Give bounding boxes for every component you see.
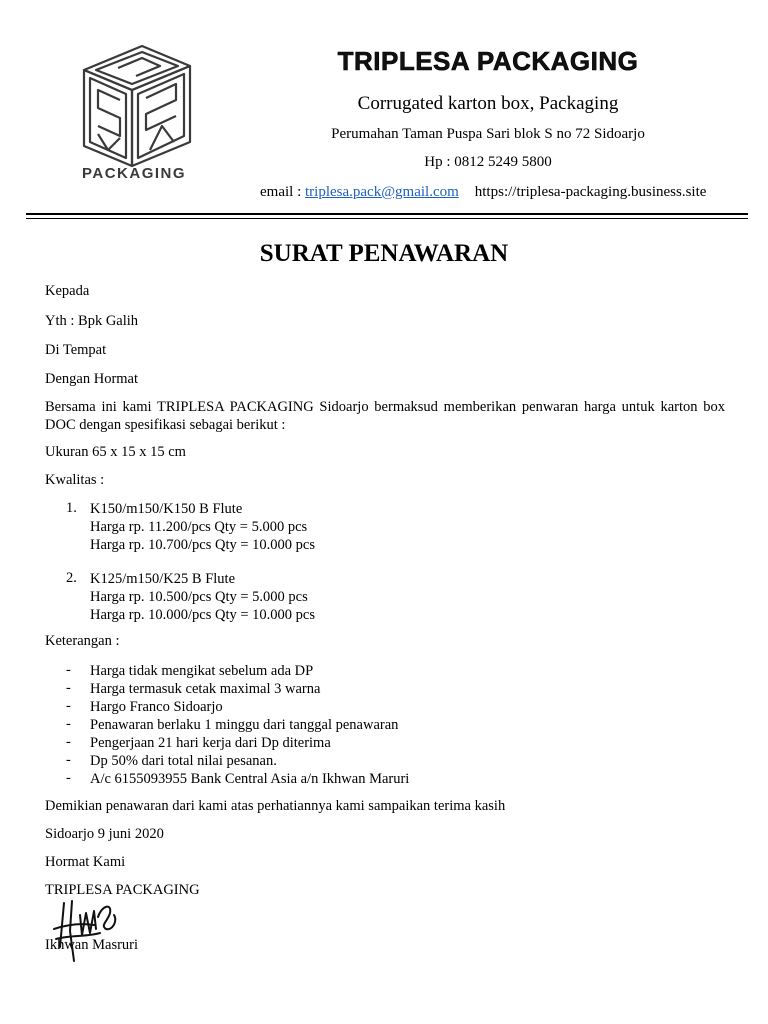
to-label: Kepada (45, 283, 90, 299)
header-divider-thick (26, 213, 748, 215)
header-divider-thin (26, 218, 748, 219)
note-item: Harga termasuk cetak maximal 3 warna (90, 681, 321, 697)
company-tagline: Corrugated karton box, Packaging (357, 93, 619, 114)
email-label: email : (260, 184, 305, 200)
list-bullet: - (66, 734, 71, 750)
company-address: Perumahan Taman Puspa Sari blok S no 72 Sidoarjo (331, 126, 645, 142)
quality-price: Harga rp. 11.200/pcs Qty = 5.000 pcs (90, 519, 308, 535)
note-item: Penawaran berlaku 1 minggu dari tanggal penawaran (90, 717, 399, 733)
company-name: TRIPLESA PACKAGING (337, 46, 639, 76)
contact-line (260, 184, 706, 201)
quality-price: Harga rp. 10.000/pcs Qty = 10.000 pcs (90, 607, 315, 623)
note-item: Dp 50% dari total nilai pesanan. (90, 753, 277, 769)
company-phone: Hp : 0812 5249 5800 (424, 154, 552, 170)
note-item: Pengerjaan 21 hari kerja dari Dp diterima (90, 735, 331, 751)
list-bullet: - (66, 752, 71, 768)
quality-label: Kwalitas : (45, 472, 105, 488)
quality-price: Harga rp. 10.500/pcs Qty = 5.000 pcs (90, 589, 308, 605)
quality-name: K125/m150/K25 B Flute (90, 571, 236, 587)
location: Di Tempat (45, 342, 107, 358)
logo-text: PACKAGING (81, 165, 187, 182)
signer-name: Ikhwan Masruri (45, 937, 139, 953)
quality-number: 1. (66, 500, 77, 516)
list-bullet: - (66, 698, 71, 714)
quality-name: K150/m150/K150 B Flute (90, 501, 243, 517)
list-bullet: - (66, 770, 71, 786)
notes-label: Keterangan : (45, 633, 120, 649)
letter-title: SURAT PENAWARAN (259, 240, 509, 267)
website-link[interactable]: https://triplesa-packaging.business.site (474, 184, 707, 200)
signature-image (50, 895, 130, 965)
note-item: Hargo Franco Sidoarjo (90, 699, 223, 715)
intro-paragraph: Bersama ini kami TRIPLESA PACKAGING Sidoarjo bermaksud memberikan penwaran harga untuk karton box DOC dengan spesifikasi sebagai berikut : (45, 399, 725, 433)
list-bullet: - (66, 716, 71, 732)
list-bullet: - (66, 680, 71, 696)
company-logo (62, 38, 212, 208)
letter-date: Sidoarjo 9 juni 2020 (45, 826, 164, 842)
box-size: Ukuran 65 x 15 x 15 cm (45, 444, 186, 460)
quality-price: Harga rp. 10.700/pcs Qty = 10.000 pcs (90, 537, 315, 553)
email-link[interactable]: triplesa.pack@gmail.com (305, 184, 459, 200)
list-bullet: - (66, 662, 71, 678)
signer-company: TRIPLESA PACKAGING (45, 882, 200, 898)
quality-number: 2. (66, 570, 77, 586)
note-item: A/c 6155093955 Bank Central Asia a/n Ikhwan Maruri (90, 771, 410, 787)
closing-text: Demikian penawaran dari kami atas perhatiannya kami sampaikan terima kasih (45, 798, 506, 814)
greeting: Dengan Hormat (45, 371, 139, 387)
note-item: Harga tidak mengikat sebelum ada DP (90, 663, 314, 679)
recipient: Yth : Bpk Galih (45, 313, 139, 329)
regards: Hormat Kami (45, 854, 126, 870)
